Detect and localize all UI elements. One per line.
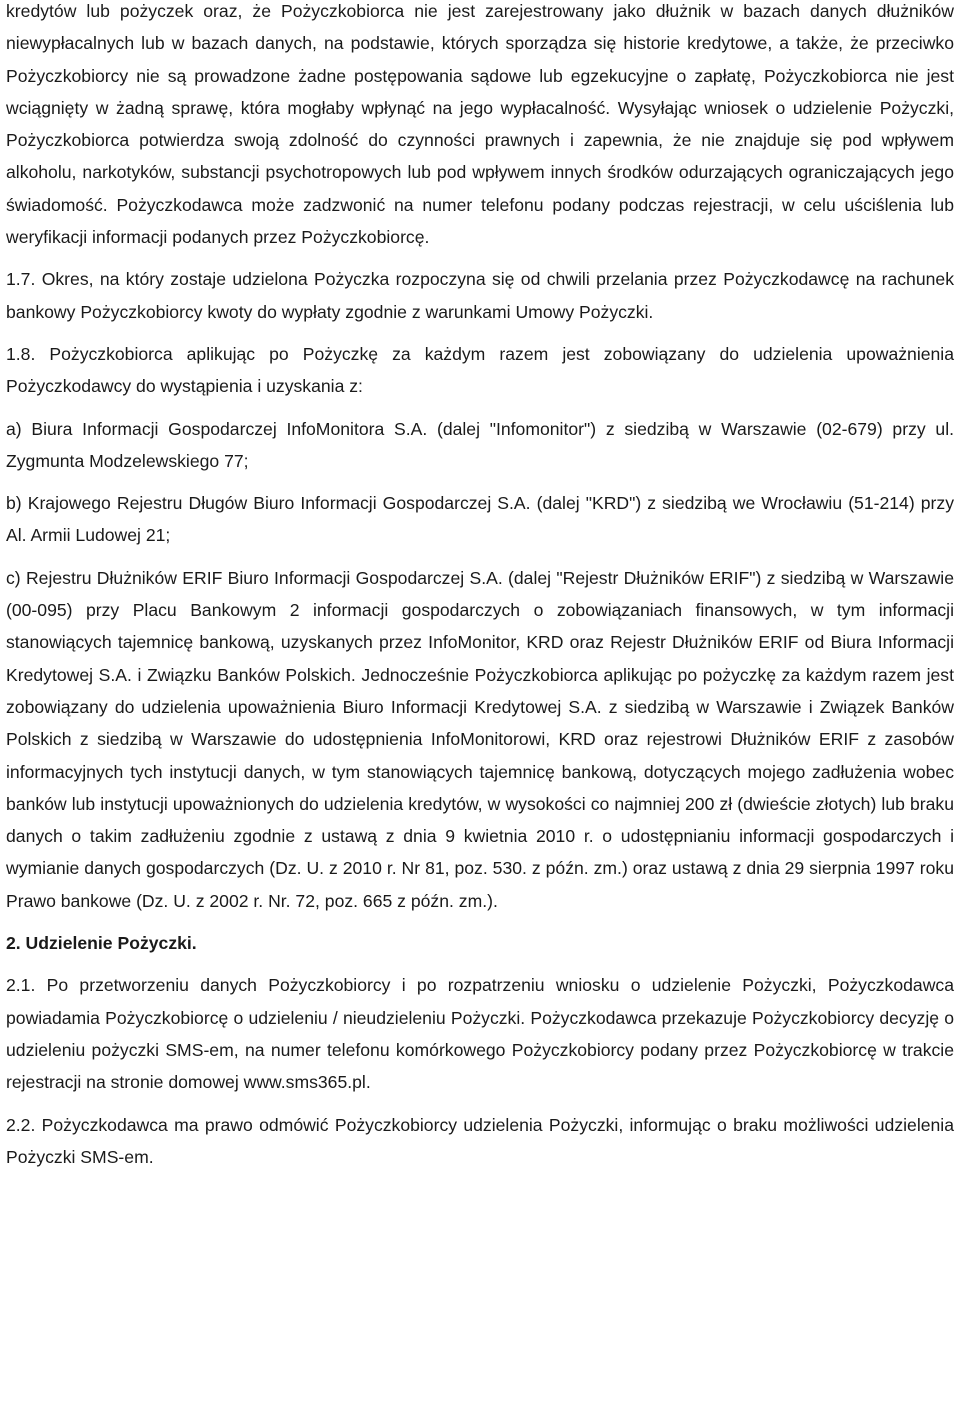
list-item-b: b) Krajowego Rejestru Długów Biuro Informacji Gospodarczej S.A. (dalej "KRD") z siedzibą we Wrocławiu (51-214) przy Al. Armii Ludowej 21; [6, 493, 954, 546]
paragraph-2-1: 2.1. Po przetworzeniu danych Pożyczkobiorcy i po rozpatrzeniu wniosku o udzielenie Pożyczki, Pożyczkodawca powiadamia Pożyczkobiorcę o udzieleniu / nieudzieleniu Pożyczki. Pożyczkodawca przekazuje Pożyczkobiorcy decyzję o udzieleniu pożyczki SMS-em, na numer telefonu komórkowego Pożyczkobiorcy podany przez Pożyczkobiorcę w trakcie rejestracji na stronie domowej www.sms365.pl. [6, 975, 954, 1093]
paragraph-intro: kredytów lub pożyczek oraz, że Pożyczkobiorca nie jest zarejestrowany jako dłużnik w bazach danych dłużników niewypłacalnych lub w bazach danych, na podstawie, których sporządza się historie kredytowe, a także, że przeciwko Pożyczkobiorcy nie są prowadzone żadne postępowania sądowe lub egzekucyjne o zapłatę, Pożyczkobiorca nie jest wciągnięty w żadną sprawę, która mogłaby wpłynąć na jego wypłacalność. Wysyłając wniosek o udzielenie Pożyczki, Pożyczkobiorca potwierdza swoją zdolność do czynności prawnych i zapewnia, że nie znajduje się pod wpływem alkoholu, narkotyków, substancji psychotropowych lub pod wpływem innych środków odurzających ograniczających jego świadomość. Pożyczkodawca może zadzwonić na numer telefonu podany podczas rejestracji, w celu uściślenia lub weryfikacji informacji podanych przez Pożyczkobiorcę. [6, 1, 954, 248]
list-item-a: a) Biura Informacji Gospodarczej InfoMonitora S.A. (dalej "Infomonitor") z siedzibą w Warszawie (02-679) przy ul. Zygmunta Modzelewskiego 77; [6, 418, 954, 471]
paragraph-1-7: 1.7. Okres, na który zostaje udzielona Pożyczka rozpoczyna się od chwili przelania przez Pożyczkodawcę na rachunek bankowy Pożyczkobiorcy kwoty do wypłaty zgodnie z warunkami Umowy Pożyczki. [6, 269, 954, 322]
section-heading-2: 2. Udzielenie Pożyczki. [6, 933, 197, 954]
paragraph-2-2: 2.2. Pożyczkodawca ma prawo odmówić Pożyczkobiorcy udzielenia Pożyczki, informując o braku możliwości udzielenia Pożyczki SMS-em. [6, 1114, 954, 1167]
list-item-c: c) Rejestru Dłużników ERIF Biuro Informacji Gospodarczej S.A. (dalej "Rejestr Dłużników ERIF") z siedzibą w Warszawie (00-095) przy Placu Bankowym 2 informacji gospodarczych o zobowiązaniach finansowych, w tym informacji stanowiących tajemnicę bankową, uzyskanych przez InfoMonitor, KRD oraz Rejestr Dłużników ERIF od Biura Informacji Kredytowej S.A. i Związku Banków Polskich. Jednocześnie Pożyczkobiorca aplikując po pożyczkę za każdym razem jest zobowiązany do udzielenia upoważnienia Biuro Informacji Kredytowej S.A. z siedzibą w Warszawie i Związek Banków Polskich z siedzibą w Warszawie do udostępnienia InfoMonitorowi, KRD oraz rejestrowi Dłużników ERIF z zasobów informacyjnych tych instytucji danych, w tym stanowiących tajemnicę bankową, dotyczących mojego zadłużenia wobec banków lub instytucji upoważnionych do udzielenia kredytów, w wysokości co najmniej 200 zł (dwieście złotych) lub braku danych o takim zadłużeniu zgodnie z ustawą z dnia 9 kwietnia 2010 r. o udostępnianiu informacji gospodarczych i wymianie danych gospodarczych (Dz. U. z 2010 r. Nr 81, poz. 530. z późn. zm.) oraz ustawą z dnia 29 sierpnia 1997 roku Prawo bankowe (Dz. U. z 2002 r. Nr. 72, poz. 665 z późn. zm.). [6, 567, 954, 911]
paragraph-1-8: 1.8. Pożyczkobiorca aplikując po Pożyczkę za każdym razem jest zobowiązany do udzielenia upoważnienia Pożyczkodawcy do wystąpienia i uzyskania z: [6, 343, 954, 397]
